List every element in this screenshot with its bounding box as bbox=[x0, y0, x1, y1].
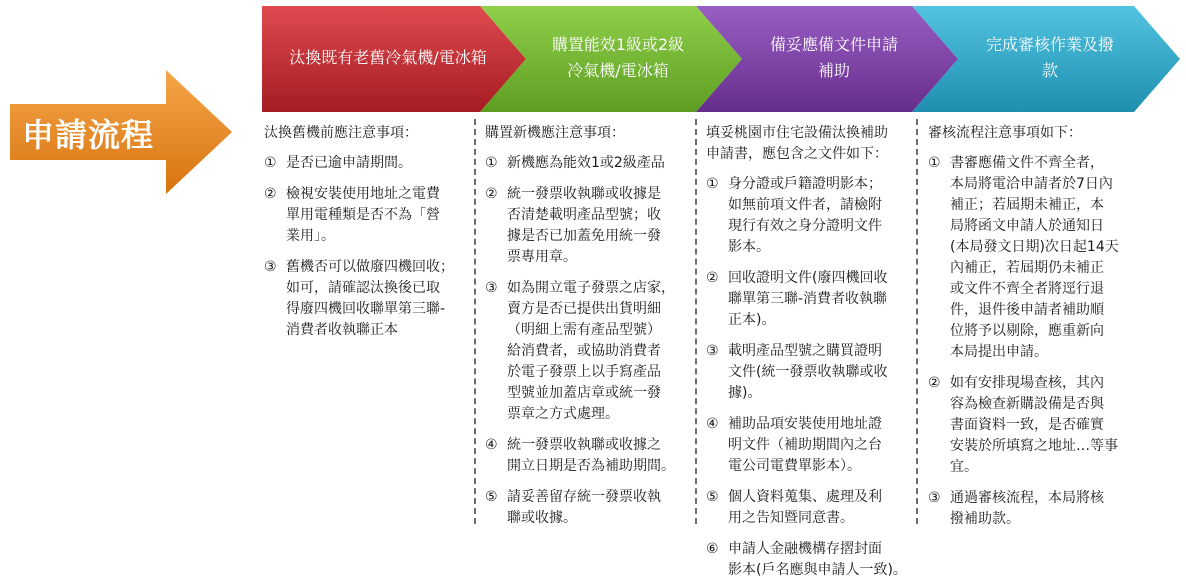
step-3-label: 備妥應備文件申請 補助 bbox=[769, 35, 898, 80]
list-item bbox=[264, 257, 469, 341]
item-text: 新機應為能效1或2級產品 bbox=[507, 155, 665, 171]
item-marker: ② bbox=[928, 375, 941, 391]
list-item bbox=[264, 153, 469, 174]
column-heading: 審核流程注意事項如下： bbox=[928, 125, 1082, 141]
item-text: 如為開立電子發票之店家， 賣方是否已提供出貨明細 （明細上需有產品型號） 給消費者，或協助消費者 於電子發票上以手寫產品 型號並加蓋店章或統一發 票章之方式處理。 bbox=[507, 280, 675, 422]
column-review-process bbox=[928, 119, 1138, 527]
step-4-label: 完成審核作業及撥 款 bbox=[985, 35, 1114, 80]
item-marker: ③ bbox=[264, 259, 277, 275]
item-text: 請妥善留存統一發票收執 聯或收據。 bbox=[507, 489, 661, 526]
item-marker: ④ bbox=[485, 437, 498, 453]
item-marker: ③ bbox=[928, 490, 941, 506]
item-text: 通過審核流程，本局將核 撥補助款。 bbox=[950, 490, 1104, 527]
note-list bbox=[706, 174, 916, 581]
list-item bbox=[928, 153, 1138, 363]
item-text: 個人資料蒐集、處理及利 用之告知暨同意書。 bbox=[728, 489, 882, 526]
column-divider bbox=[474, 119, 476, 524]
list-item bbox=[706, 539, 916, 581]
item-marker: ③ bbox=[485, 280, 498, 296]
item-marker: ② bbox=[264, 186, 277, 202]
list-item bbox=[928, 488, 1138, 530]
list-item bbox=[485, 487, 690, 529]
column-buy-new bbox=[485, 119, 690, 524]
item-marker: ⑤ bbox=[706, 489, 719, 505]
list-item bbox=[485, 153, 690, 174]
list-item bbox=[485, 278, 690, 425]
step-2-label: 購置能效1級或2級 冷氣機/電冰箱 bbox=[551, 35, 685, 80]
item-marker: ④ bbox=[706, 416, 719, 432]
main-arrow-label: 申請流程 bbox=[22, 116, 155, 154]
item-marker: ⑤ bbox=[485, 489, 498, 505]
item-text: 補助品項安裝使用地址證 明文件（補助期間內之台 電公司電費單影本）。 bbox=[728, 416, 882, 474]
item-text: 如有安排現場查核，其內 容為檢查新購設備是否與 書面資料一致，是否確實 安裝於所填寫之地址…等事 宜。 bbox=[950, 375, 1118, 475]
list-item bbox=[706, 341, 916, 404]
list-item bbox=[485, 435, 690, 477]
item-marker: ① bbox=[706, 176, 719, 192]
list-item bbox=[485, 184, 690, 268]
column-heading: 汰換舊機前應注意事項： bbox=[264, 125, 418, 141]
step-1-label: 汰換既有老舊冷氣機/電冰箱 bbox=[289, 48, 487, 67]
item-text: 回收證明文件(廢四機回收 聯單第三聯-消費者收執聯 正本)。 bbox=[728, 270, 888, 328]
item-text: 檢視安裝使用地址之電費 單用電種類是否不為「營 業用」。 bbox=[286, 186, 440, 244]
item-marker: ① bbox=[485, 155, 498, 171]
item-text: 統一發票收執聯或收據之 開立日期是否為補助期間。 bbox=[507, 437, 675, 474]
item-marker: ① bbox=[264, 155, 277, 171]
item-marker: ⑥ bbox=[706, 541, 719, 557]
item-marker: ② bbox=[485, 186, 498, 202]
list-item bbox=[264, 184, 469, 247]
item-text: 統一發票收執聯或收據是 否清楚載明產品型號；收 據是否已加蓋免用統一發 票專用章。 bbox=[507, 186, 661, 265]
item-marker: ① bbox=[928, 155, 941, 171]
column-heading: 購置新機應注意事項： bbox=[485, 125, 625, 141]
column-heading: 填妥桃園市住宅設備汰換補助 申請書，應包含之文件如下： bbox=[706, 125, 888, 162]
column-divider bbox=[695, 119, 697, 524]
list-item bbox=[706, 268, 916, 331]
list-item bbox=[706, 414, 916, 477]
item-text: 書審應備文件不齊全者， 本局將電洽申請者於7日內 補正；若屆期未補正，本 局將函文申請人於通知日 (本局發文日期)次日起14天 內補正，若屆期仍未補正 或文件不齊全者將逕行退 件，退件後申請者補助順 位將予以剔除，應重新向 本局提出申請。 bbox=[950, 155, 1119, 360]
note-list bbox=[485, 153, 690, 529]
list-item bbox=[706, 174, 916, 258]
note-list bbox=[264, 153, 469, 341]
item-marker: ② bbox=[706, 270, 719, 286]
item-text: 載明產品型號之購買證明 文件(統一發票收執聯或收 據)。 bbox=[728, 343, 888, 401]
column-divider bbox=[916, 119, 918, 524]
note-list bbox=[928, 153, 1138, 530]
item-text: 是否已逾申請期間。 bbox=[286, 155, 412, 171]
column-apply-documents bbox=[706, 119, 916, 578]
column-replace-old bbox=[264, 119, 469, 524]
list-item bbox=[706, 487, 916, 529]
item-text: 舊機否可以做廢四機回收； 如可，請確認汰換後已取 得廢四機回收聯單第三聯- 消費者收執聯正本 bbox=[286, 259, 454, 338]
list-item bbox=[928, 373, 1138, 478]
item-text: 申請人金融機構存摺封面 影本(戶名應與申請人一致)。 bbox=[728, 541, 907, 578]
item-marker: ③ bbox=[706, 343, 719, 359]
item-text: 身分證或戶籍證明影本； 如無前項文件者，請檢附 現行有效之身分證明文件 影本。 bbox=[728, 176, 882, 255]
